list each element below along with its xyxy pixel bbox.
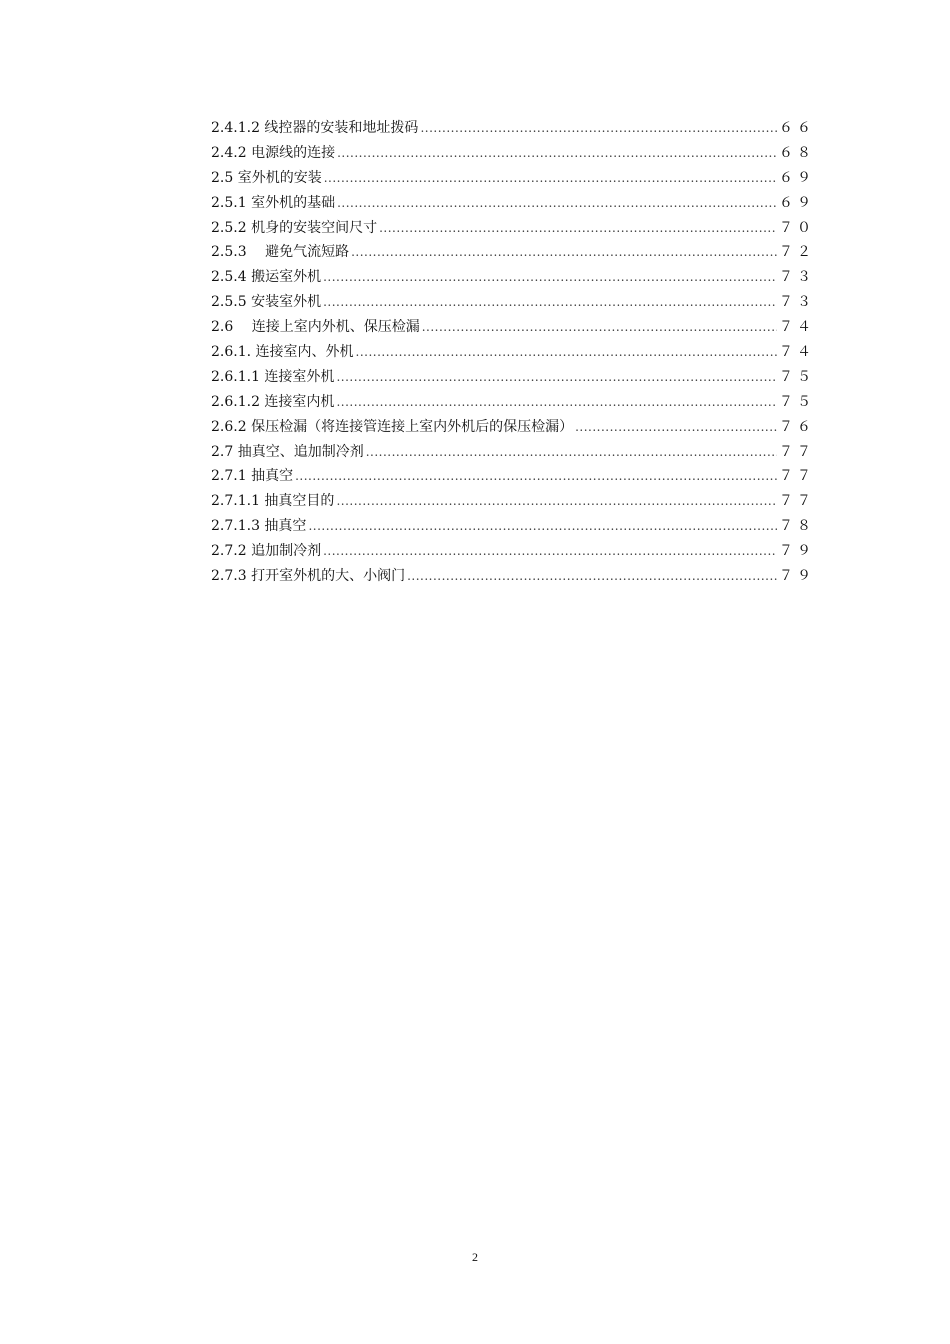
toc-entry-title: 2.7.3 打开室外机的大、小阀门: [211, 568, 406, 585]
toc-entry-page: ７９: [779, 543, 815, 560]
table-of-contents: [211, 116, 815, 589]
toc-entry-page: ７３: [779, 294, 815, 311]
toc-entry-title: 2.7 抽真空、追加制冷剂: [211, 443, 364, 460]
toc-entry-title: 2.6.1.1 连接室外机: [211, 368, 335, 385]
toc-entry[interactable]: [211, 514, 815, 539]
toc-entry-page: ７４: [779, 319, 815, 336]
toc-leader-dots: [356, 340, 777, 365]
toc-leader-dots: [336, 365, 777, 390]
toc-leader-dots: [323, 265, 777, 290]
toc-entry-page: ７３: [779, 269, 815, 286]
toc-entry[interactable]: [211, 315, 815, 340]
toc-entry-title: 2.7.2 追加制冷剂: [211, 543, 322, 560]
toc-leader-dots: [337, 141, 777, 166]
toc-leader-dots: [336, 390, 777, 415]
toc-entry-page: ６９: [779, 194, 815, 211]
toc-entry-title: 2.7.1 抽真空: [211, 468, 294, 485]
toc-entry-title: 2.7.1.1 抽真空目的: [211, 493, 335, 510]
toc-entry[interactable]: [211, 240, 815, 265]
toc-entry-page: ７９: [779, 568, 815, 585]
toc-entry-page: ７７: [779, 493, 815, 510]
toc-entry-page: ６６: [779, 120, 815, 136]
toc-entry-title: 2.4.1.2 线控器的安装和地址拨码: [211, 120, 419, 136]
toc-entry-page: ７７: [779, 443, 815, 460]
toc-entry[interactable]: [211, 265, 815, 290]
toc-entry-page: ６９: [779, 169, 815, 186]
toc-entry[interactable]: [211, 365, 815, 390]
toc-leader-dots: [323, 539, 777, 564]
toc-leader-dots: [366, 440, 777, 465]
toc-entry[interactable]: [211, 539, 815, 564]
toc-entry-title: 2.5.2 机身的安装空间尺寸: [211, 219, 378, 236]
toc-entry[interactable]: [211, 415, 815, 440]
toc-entry[interactable]: [211, 390, 815, 415]
toc-leader-dots: [324, 166, 777, 191]
toc-leader-dots: [337, 191, 777, 216]
toc-leader-dots: [308, 514, 777, 539]
toc-entry-title: 2.6.2 保压检漏（将连接管连接上室内外机后的保压检漏）: [211, 418, 574, 435]
toc-entry-page: ７４: [779, 344, 815, 361]
toc-entry-title: 2.6.1.2 连接室内机: [211, 393, 335, 410]
toc-leader-dots: [420, 116, 777, 141]
toc-entry-page: ７８: [779, 518, 815, 535]
toc-entry-page: ７７: [779, 468, 815, 485]
toc-entry-title: 2.6.1. 连接室内、外机: [211, 344, 354, 361]
toc-entry-page: ６８: [779, 144, 815, 161]
toc-entry-page: ７２: [779, 244, 815, 261]
toc-entry[interactable]: [211, 290, 815, 315]
toc-leader-dots: [575, 415, 777, 440]
toc-entry[interactable]: [211, 166, 815, 191]
toc-entry-page: ７０: [779, 219, 815, 236]
toc-leader-dots: [336, 489, 777, 514]
toc-entry[interactable]: [211, 191, 815, 216]
toc-entry-title: 2.6 连接上室内外机、保压检漏: [211, 319, 420, 336]
toc-entry-title: 2.5 室外机的安装: [211, 169, 322, 186]
toc-entry[interactable]: [211, 489, 815, 514]
toc-entry-title: 2.7.1.3 抽真空: [211, 518, 307, 535]
toc-entry-title: 2.5.1 室外机的基础: [211, 194, 336, 211]
toc-entry-title: 2.5.5 安装室外机: [211, 294, 322, 311]
toc-leader-dots: [379, 216, 777, 241]
toc-leader-dots: [422, 315, 777, 340]
toc-leader-dots: [323, 290, 777, 315]
toc-entry[interactable]: [211, 340, 815, 365]
page-number: 2: [472, 1250, 478, 1264]
toc-entry[interactable]: [211, 141, 815, 166]
toc-leader-dots: [351, 240, 777, 265]
toc-entry[interactable]: [211, 116, 815, 141]
toc-leader-dots: [407, 564, 777, 589]
toc-entry[interactable]: [211, 564, 815, 589]
toc-entry-page: ７５: [779, 393, 815, 410]
toc-entry-page: ７６: [779, 418, 815, 435]
toc-entry-page: ７５: [779, 368, 815, 385]
toc-entry[interactable]: [211, 216, 815, 241]
toc-entry[interactable]: [211, 440, 815, 465]
toc-leader-dots: [295, 464, 777, 489]
toc-entry[interactable]: [211, 464, 815, 489]
toc-entry-title: 2.5.4 搬运室外机: [211, 269, 322, 286]
toc-entry-title: 2.5.3 避免气流短路: [211, 244, 350, 261]
toc-entry-title: 2.4.2 电源线的连接: [211, 144, 336, 161]
